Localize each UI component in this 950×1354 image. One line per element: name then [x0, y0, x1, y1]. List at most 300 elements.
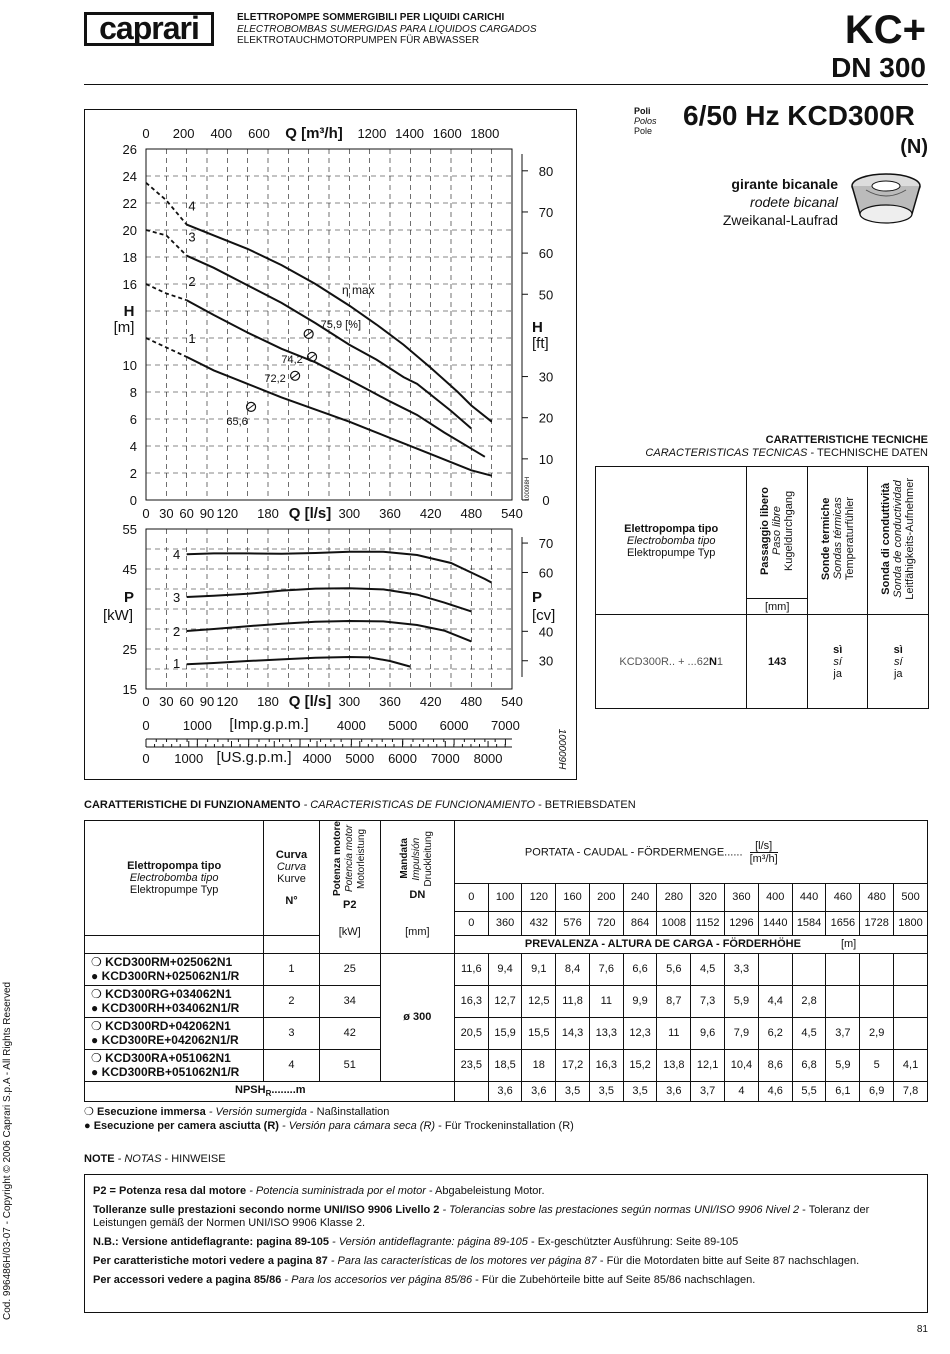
head-cell: 8,6 [758, 1049, 792, 1081]
tick-imp: 1000 [182, 718, 212, 733]
head-cell [860, 985, 894, 1017]
hollow-dot-icon: ❍ [91, 955, 106, 970]
npsh-cell: 3,5 [623, 1081, 657, 1101]
q-m3h-label: Q [m³/h] [285, 125, 343, 142]
curve-cell: 3 [264, 1017, 319, 1049]
tech-row-passage: 143 [747, 615, 808, 709]
poles-it: Poli [634, 106, 651, 116]
head-cell: 2,9 [860, 1017, 894, 1049]
tech-type-it: Elettropompa tipo [624, 522, 719, 535]
tick-imp: 4000 [336, 718, 366, 733]
npsh-label [85, 1081, 455, 1101]
tick-p-cv: 40 [538, 624, 554, 640]
tick-ls-top: 120 [216, 506, 239, 521]
model-immersed: KCD300RG+034062N1 [105, 987, 232, 1002]
series-dn: DN 300 [831, 52, 926, 83]
npsh-cell [454, 1081, 488, 1101]
npsh-row [85, 1081, 928, 1101]
series-title: KC+ [844, 8, 926, 52]
tick-us: 1000 [174, 751, 204, 766]
power-curve-4 [187, 552, 492, 583]
tech-col-conductivity [868, 467, 929, 615]
head-cell: 15,2 [623, 1049, 657, 1081]
head-cell: 15,9 [488, 1017, 522, 1049]
flow-ls-cell: 320 [691, 884, 725, 911]
head-header [454, 935, 927, 953]
table-row [85, 953, 928, 985]
flow-m3h-cell: 864 [623, 911, 657, 935]
flow-header-text: PORTATA - CAUDAL - FÖRDERMENGE...... [524, 846, 743, 859]
perf-col-outlet [380, 821, 454, 912]
impeller-illustration [846, 168, 928, 230]
efficiency-marker-slash [308, 354, 316, 360]
chart-labels [103, 125, 567, 770]
tick-ls-top: 0 [142, 506, 150, 521]
tick-h-m: 26 [122, 142, 137, 157]
head-header-text: PREVALENZA - ALTURA DE CARGA - FÖRDERHÖHE [524, 938, 801, 951]
perf-col-curve [264, 821, 319, 936]
tick-h-ft: 60 [538, 246, 554, 262]
head-cell: 15,5 [522, 1017, 556, 1049]
head-cell: 12,1 [691, 1049, 725, 1081]
head-cell: 23,5 [454, 1049, 488, 1081]
tick-imp: 7000 [490, 718, 520, 733]
tick-ls-bottom: 60 [179, 694, 194, 709]
flow-ls-cell: 160 [556, 884, 590, 911]
head-cell [826, 985, 860, 1017]
flow-ls-cell: 360 [725, 884, 759, 911]
tick-p-cv: 70 [538, 536, 554, 552]
tick-m3h: 1800 [470, 126, 500, 141]
model-dry: KCD300RB+051062N1/R [101, 1065, 240, 1080]
table-row [85, 985, 928, 1017]
perf-col-power [319, 821, 380, 912]
legend [84, 1105, 574, 1133]
outlet-unit-cell: [mm] [380, 911, 454, 953]
notes-title [84, 1153, 226, 1165]
head-cell: 18 [522, 1049, 556, 1081]
solid-dot-icon: ● [91, 1065, 102, 1080]
yes-it: sì [833, 643, 843, 656]
flow-ls-cell: 400 [758, 884, 792, 911]
poles-label [634, 106, 657, 136]
tech-title [645, 434, 928, 460]
thermal-de: Temperaturfühler [843, 497, 856, 581]
head-cell [792, 953, 826, 985]
flow-m3h-cell: 1584 [792, 911, 826, 935]
header-line-it: ELETTROPOMPE SOMMERGIBILI PER LIQUIDI CARICHI [237, 12, 505, 23]
tick-h-ft: 0 [542, 493, 550, 508]
poles-de: Pole [634, 126, 653, 136]
head-cell: 12,7 [488, 985, 522, 1017]
tick-ls-top: 90 [199, 506, 215, 521]
head-cell: 4,1 [894, 1049, 928, 1081]
curve-de: Kurve [277, 872, 306, 885]
npsh-cell: 3,6 [522, 1081, 556, 1101]
tick-m3h: 200 [172, 126, 195, 141]
passage-unit: [mm] [747, 599, 808, 615]
power-curve-1 [187, 657, 411, 667]
model-dry: KCD300RN+025062N1/R [101, 969, 240, 984]
solid-dot-icon: ● [91, 1001, 102, 1016]
tech-model-text: KCD300R.. + ...62 [619, 655, 709, 668]
h-m-unit: [m] [113, 319, 135, 336]
flow-ls-cell: 0 [454, 884, 488, 911]
header-line-es: ELECTROBOMBAS SUMERGIDAS PARA LIQUIDOS CARGADOS [237, 23, 537, 35]
head-cell: 16,3 [454, 985, 488, 1017]
head-cell: 17,2 [556, 1049, 590, 1081]
head-cell: 5,6 [657, 953, 691, 985]
header-line-de: ELEKTROTAUCHMOTORPUMPEN FÜR ABWASSER [237, 35, 480, 46]
flow-header [454, 821, 927, 884]
tick-h-m: 0 [129, 493, 137, 508]
yes-de: ja [833, 667, 842, 680]
head-cell: 3,7 [826, 1017, 860, 1049]
npsh-cell: 3,6 [657, 1081, 691, 1101]
flow-ls-cell: 460 [826, 884, 860, 911]
tech-type-de: Elektropumpe Typ [626, 546, 716, 559]
tick-h-m: 20 [122, 223, 137, 238]
tick-p-cv: 30 [538, 653, 554, 669]
efficiency-label: 65,6 [226, 415, 248, 428]
impeller-label [723, 175, 838, 229]
tick-p-kw: 25 [122, 642, 137, 657]
power-p2: P2 [343, 899, 357, 912]
head-cell: 11,6 [454, 953, 488, 985]
head-cell: 6,2 [758, 1017, 792, 1049]
flow-m3h-cell: 432 [522, 911, 556, 935]
head-cell: 8,4 [556, 953, 590, 985]
tick-m3h: 1400 [395, 126, 425, 141]
h-ft-label: H [532, 319, 543, 336]
head-curve-label: 3 [188, 229, 196, 245]
legend-immersed-es: - Versión sumergida [205, 1106, 307, 1118]
tech-model-bold: N [708, 655, 717, 668]
head-cell: 12,3 [623, 1017, 657, 1049]
outlet-cell: ø 300 [380, 953, 454, 1081]
tech-table [595, 466, 929, 709]
head-cell: 9,4 [488, 953, 522, 985]
flow-m3h-cell: 1008 [657, 911, 691, 935]
hollow-dot-icon: ❍ [91, 1051, 106, 1066]
notes-title-it: NOTE [84, 1153, 115, 1165]
tick-ls-bottom: 30 [159, 694, 174, 709]
curve-es: Curva [276, 860, 307, 873]
power-curve-label: 1 [173, 656, 181, 672]
passage-it: Passaggio libero [759, 486, 772, 576]
tick-ls-top: 480 [460, 506, 483, 521]
solid-dot-icon: ● [91, 1033, 102, 1048]
tick-ls-bottom: 120 [216, 694, 239, 709]
flow-ls-cell: 500 [894, 884, 928, 911]
tick-ls-top: 420 [419, 506, 442, 521]
chart-code-2: 100009H [556, 728, 567, 770]
yes-it-2: sì [893, 643, 903, 656]
efficiency-marker-slash [247, 404, 255, 410]
tick-imp: 6000 [439, 718, 469, 733]
flow-m3h-cell: 1656 [826, 911, 860, 935]
impeller-de: Zweikanal-Laufrad [722, 212, 838, 228]
curve-it: Curva [275, 848, 308, 861]
head-curve-label: 4 [188, 198, 196, 214]
head-cell: 11,8 [556, 985, 590, 1017]
tick-h-m: 24 [122, 169, 137, 184]
tick-ls-top: 60 [179, 506, 194, 521]
legend-dry-es: - Versión para cámara seca (R) [278, 1120, 436, 1132]
model-cell [85, 985, 264, 1017]
head-cell: 14,3 [556, 1017, 590, 1049]
note-tolerance: Tolleranze sulle prestazioni secondo norme UNI/ISO 9906 Livello 2 - Tolerancias sobre las prestaciones según normas UNI/ISO 9906 Nivel 2 - Toleranz der Leistungen gemäß der Normen UNI/ISO 9906 Klasse 2. [93, 1204, 870, 1229]
thermal-it: Sonde termiche [819, 497, 832, 581]
model-cell [85, 1049, 264, 1081]
head-cell: 7,9 [725, 1017, 759, 1049]
head-cell: 6,6 [623, 953, 657, 985]
npsh-cell: 3,5 [556, 1081, 590, 1101]
note-explosion-proof: N.B.: Versione antideflagrante: pagina 89-105 - Versión antideflagrante: página 89-105 - Ex-geschützter Ausführung: Seite 89-105 [93, 1236, 739, 1248]
tick-ls-bottom: 360 [379, 694, 401, 709]
power-de: Motorleistung [355, 828, 367, 889]
head-cell: 20,5 [454, 1017, 488, 1049]
tick-ls-bottom: 420 [419, 694, 442, 709]
legend-dry: Esecuzione per camera asciutta (R) [93, 1120, 279, 1132]
power-curve-3 [187, 588, 472, 611]
p-kw-unit: [kW] [103, 607, 133, 624]
tick-h-ft: 50 [538, 287, 554, 303]
npsh-cell: 3,7 [691, 1081, 725, 1101]
model-cell [85, 1017, 264, 1049]
model-suffix: (N) [900, 136, 928, 158]
tick-us: 7000 [430, 751, 460, 766]
head-cell: 11 [657, 1017, 691, 1049]
header-rule [84, 84, 928, 85]
npsh-cell: 3,6 [488, 1081, 522, 1101]
model-title: 6/50 Hz KCD300R [683, 100, 915, 131]
power-unit-cell: [kW] [319, 911, 380, 953]
curve-cell: 1 [264, 953, 319, 985]
head-cell: 5,9 [725, 985, 759, 1017]
npsh-unit: ........m [271, 1083, 306, 1096]
head-cell: 5,9 [826, 1049, 860, 1081]
npsh-cell: 7,8 [894, 1081, 928, 1101]
passage-es: Paso libre [771, 506, 784, 556]
npsh-cell: 4 [725, 1081, 759, 1101]
tick-h-m: 6 [129, 412, 137, 427]
curve-cell: 4 [264, 1049, 319, 1081]
impeller-it: girante bicanale [731, 176, 838, 192]
head-cell: 7,6 [589, 953, 623, 985]
head-cell: 6,8 [792, 1049, 826, 1081]
eta-max-label: η max [342, 283, 375, 297]
head-curves [146, 183, 492, 476]
tech-title-it: CARATTERISTICHE TECNICHE [765, 434, 928, 446]
header-titles [237, 12, 537, 47]
perf-type-de: Elektropumpe Typ [129, 883, 219, 896]
efficiency-label: 74,2 [281, 353, 303, 366]
flow-ls-cell: 240 [623, 884, 657, 911]
notes-title-de: - HINWEISE [161, 1153, 226, 1165]
performance-chart [84, 109, 577, 780]
perf-title-es: - CARACTERISTICAS DE FUNCIONAMIENTO [300, 799, 536, 811]
flow-ls-cell: 440 [792, 884, 826, 911]
tick-h-m: 18 [122, 250, 137, 265]
note-p2: P2 = Potenza resa dal motore - Potencia suministrada por el motor - Abgabeleistung Motor. [93, 1185, 545, 1197]
tech-row-conductivity [868, 615, 929, 709]
head-cell: 4,5 [691, 953, 725, 985]
tick-ls-top: 30 [159, 506, 174, 521]
p-cv-label: P [532, 589, 543, 606]
tick-h-ft: 70 [538, 204, 554, 220]
performance-table [84, 820, 928, 1102]
tech-title-es: CARACTERISTICAS TECNICAS [645, 447, 808, 459]
npsh-cell: 4,6 [758, 1081, 792, 1101]
flow-m3h-cell: 1440 [758, 911, 792, 935]
tick-ls-bottom: 540 [501, 694, 523, 709]
notes-title-es: - NOTAS [114, 1153, 162, 1165]
tick-imp: 0 [142, 718, 150, 733]
head-cell: 4,5 [792, 1017, 826, 1049]
flow-ls-cell: 120 [522, 884, 556, 911]
head-cell: 12,5 [522, 985, 556, 1017]
tech-row-model [596, 615, 747, 709]
head-cell: 10,4 [725, 1049, 759, 1081]
chart-code-1: 100098H [525, 476, 531, 502]
tick-ls-top: 300 [338, 506, 361, 521]
tick-h-ft: 20 [538, 410, 554, 426]
tick-ls-top: 180 [257, 506, 279, 521]
perf-section-title [84, 799, 636, 811]
tick-h-m: 16 [122, 277, 137, 292]
tick-h-ft: 80 [538, 163, 554, 179]
flow-ls-cell: 100 [488, 884, 522, 911]
head-cell: 4,4 [758, 985, 792, 1017]
flow-m3h-cell: 720 [589, 911, 623, 935]
tech-col-passage [747, 467, 808, 599]
copyright: Cod. 996486H/03-07 - Copyright © 2006 Caprari S.p.A - All Rights Reserved [2, 981, 13, 1320]
table-row [85, 1049, 928, 1081]
tick-h-m: 8 [129, 385, 137, 400]
head-cell [894, 953, 928, 985]
model-cell [85, 953, 264, 985]
tick-ls-bottom: 300 [338, 694, 361, 709]
head-cell: 13,8 [657, 1049, 691, 1081]
tick-m3h: 0 [142, 126, 150, 141]
h-ft-unit: [ft] [532, 335, 549, 352]
flow-m3h-cell: 0 [454, 911, 488, 935]
power-cell: 25 [319, 953, 380, 985]
tick-imp: 5000 [388, 718, 418, 733]
q-ls-label: Q [l/s] [288, 505, 332, 522]
head-cell: 16,3 [589, 1049, 623, 1081]
power-curve-label: 3 [173, 590, 181, 605]
passage-de: Kugeldurchgang [783, 490, 796, 572]
head-cell: 18,5 [488, 1049, 522, 1081]
model-immersed: KCD300RD+042062N1 [105, 1019, 231, 1034]
tick-ls-bottom: 480 [460, 694, 483, 709]
npsh-sub: R [265, 1089, 272, 1099]
yes-es: sí [833, 655, 842, 668]
head-cell [860, 953, 894, 985]
curve-no: N° [285, 894, 298, 907]
tick-m3h: 1600 [432, 126, 462, 141]
imp-label: [Imp.g.p.m.] [229, 716, 309, 733]
tech-col-thermal [807, 467, 868, 615]
model-dry: KCD300RH+034062N1/R [101, 1001, 240, 1016]
poles-es: Polos [634, 116, 657, 126]
flow-ls-cell: 480 [860, 884, 894, 911]
tick-ls-bottom: 90 [199, 694, 215, 709]
flow-m3h-cell: 360 [488, 911, 522, 935]
tick-p-kw: 15 [122, 682, 137, 697]
curve-cell: 2 [264, 985, 319, 1017]
tech-title-de: - TECHNISCHE DATEN [807, 447, 928, 459]
head-cell: 3,3 [725, 953, 759, 985]
efficiency-label: 75,9 [%] [320, 318, 362, 331]
head-cell: 8,7 [657, 985, 691, 1017]
thermal-es: Sondas térmicas [831, 498, 844, 580]
head-cell: 11 [589, 985, 623, 1017]
outlet-it: Mandata [399, 838, 411, 879]
head-cell: 9,1 [522, 953, 556, 985]
flow-unit-ls: [l/s] [750, 840, 778, 853]
tick-m3h: 600 [248, 126, 270, 141]
tick-h-m: 4 [129, 439, 137, 454]
us-label: [US.g.p.m.] [216, 749, 292, 766]
cond-it: Sonda di conduttività [880, 483, 893, 595]
model-immersed: KCD300RA+051062N1 [105, 1051, 231, 1066]
head-curve-label: 2 [188, 274, 196, 290]
note-accessories: Per accessori vedere a pagina 85/86 - Para los accesorios ver página 85/86 - Für die Zubehörteile bitte auf Seite 85/86 nachschlagen. [93, 1274, 756, 1286]
perf-type-es: Electrobomba tipo [129, 871, 219, 884]
tech-col-type [596, 467, 747, 615]
perf-type-it: Elettropompa tipo [127, 859, 222, 872]
head-cell [758, 953, 792, 985]
tick-h-m: 10 [122, 358, 137, 373]
legend-immersed: Esecuzione immersa [96, 1106, 206, 1118]
tick-p-cv: 60 [538, 565, 554, 581]
npsh-text: NPSH [235, 1083, 266, 1096]
head-cell [826, 953, 860, 985]
head-cell: 7,3 [691, 985, 725, 1017]
tick-ls-bottom: 180 [257, 694, 279, 709]
head-cell: 9,9 [623, 985, 657, 1017]
power-it: Potenza motore [331, 821, 343, 897]
perf-col-type [85, 821, 264, 936]
head-unit: [m] [840, 938, 857, 951]
npsh-cell: 6,9 [860, 1081, 894, 1101]
tech-row-thermal [807, 615, 868, 709]
cond-es: Sonda de conductividad [892, 480, 905, 598]
tick-m3h: 400 [210, 126, 233, 141]
tick-m3h: 1200 [357, 126, 387, 141]
impeller-es: rodete bicanal [750, 194, 838, 210]
p-cv-unit: [cv] [532, 607, 556, 624]
page-number: 81 [916, 1324, 928, 1335]
model-dry: KCD300RE+042062N1/R [101, 1033, 239, 1048]
power-cell: 42 [319, 1017, 380, 1049]
tick-h-m: 2 [129, 466, 137, 481]
perf-type-spacer [85, 935, 264, 953]
power-curve-label: 4 [173, 547, 181, 563]
cond-de: Leitfähigkeits-Aufnehmer [904, 478, 917, 600]
notes-box [84, 1174, 928, 1313]
tick-us: 6000 [388, 751, 418, 766]
head-cell: 5 [860, 1049, 894, 1081]
caprari-logo: caprari [84, 12, 214, 46]
flow-m3h-cell: 576 [556, 911, 590, 935]
legend-dry-de: - Für Trockeninstallation (R) [435, 1120, 574, 1132]
p-kw-label: P [123, 589, 135, 606]
tick-us: 0 [142, 751, 150, 766]
